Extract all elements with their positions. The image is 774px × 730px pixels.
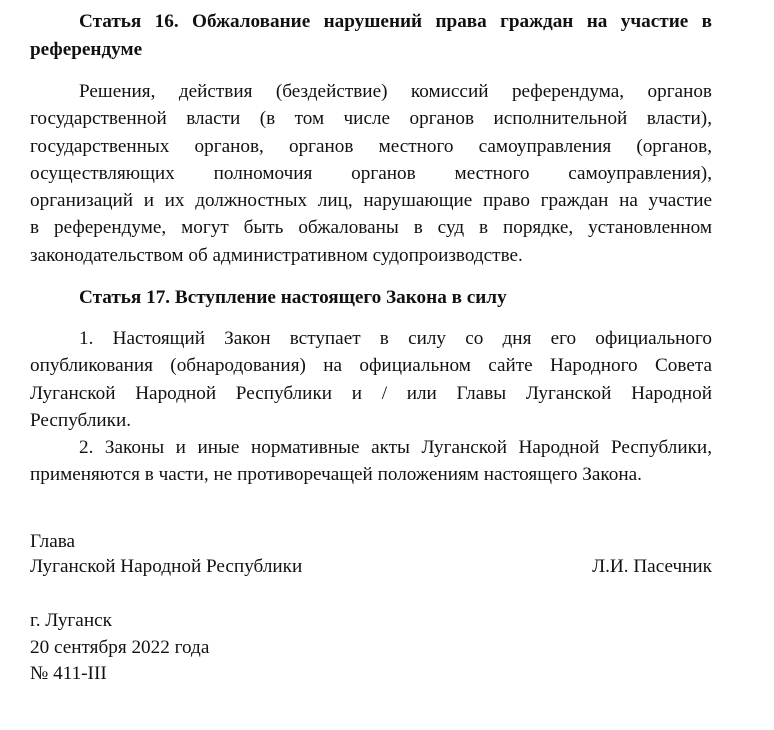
article-16-body-line-3: государственных органов, органов местного самоуправления (органов,: [30, 136, 712, 157]
signature-name: Л.И. Пасечник: [592, 556, 712, 577]
footer-city: г. Луганск: [30, 610, 112, 631]
article-16-heading-line-1: Статья 16. Обжалование нарушений права граждан на участие в: [79, 11, 712, 32]
footer-number: № 411-III: [30, 663, 107, 684]
article-17-item-2-line-1: 2. Законы и иные нормативные акты Луганской Народной Республики,: [79, 437, 712, 458]
article-16-body-line-5: организаций и их должностных лиц, нарушающие право граждан на участие: [30, 190, 712, 211]
footer-date: 20 сентября 2022 года: [30, 637, 210, 658]
article-16-body-line-7: законодательством об административном судопроизводстве.: [30, 245, 523, 266]
article-16-heading-line-2: референдуме: [30, 39, 143, 60]
article-17-item-1-line-3: Луганской Народной Республики и / или Главы Луганской Народной: [30, 383, 712, 404]
article-16-body-line-4: осуществляющих полномочия органов местного самоуправления),: [30, 163, 712, 184]
article-17-item-2-line-2: применяются в части, не противоречащей положениям настоящего Закона.: [30, 464, 642, 485]
article-17-item-1-line-1: 1. Настоящий Закон вступает в силу со дня его официального: [79, 328, 712, 349]
signature-title-line-1: Глава: [30, 531, 76, 552]
article-16-body-line-2: государственной власти (в том числе органов исполнительной власти),: [30, 108, 712, 129]
article-17-item-1-line-2: опубликования (обнародования) на официальном сайте Народного Совета: [30, 355, 712, 376]
article-17-item-1-line-4: Республики.: [30, 410, 132, 431]
signature-title-line-2: Луганской Народной Республики: [30, 556, 303, 577]
article-16-body-line-6: в референдуме, могут быть обжалованы в суд в порядке, установленном: [30, 217, 712, 238]
article-16-body-line-1: Решения, действия (бездействие) комиссий референдума, органов: [79, 81, 712, 102]
article-17-heading: Статья 17. Вступление настоящего Закона в силу: [79, 287, 507, 308]
